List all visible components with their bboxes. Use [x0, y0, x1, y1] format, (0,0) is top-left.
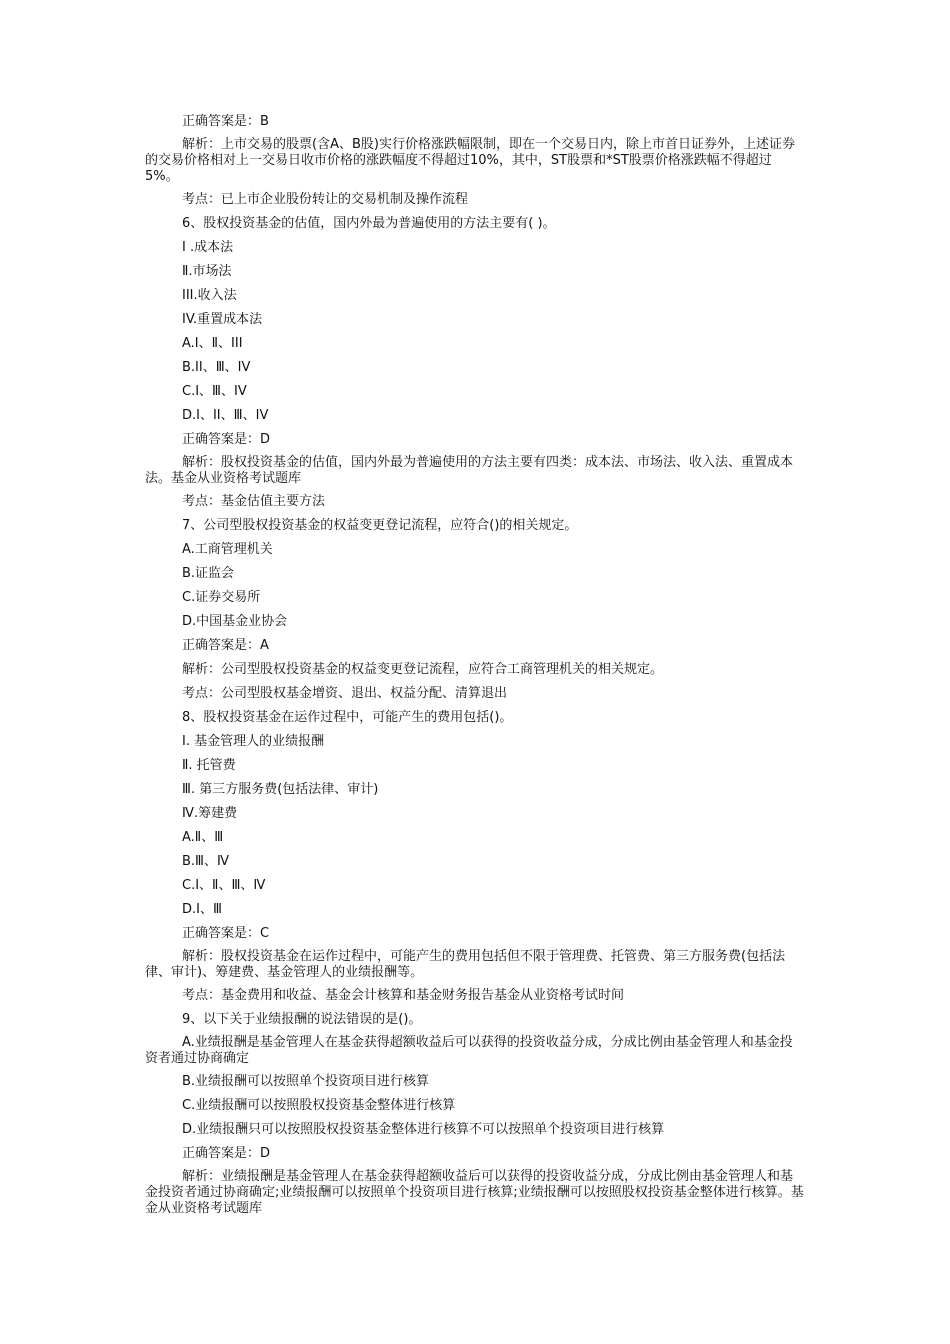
- statement-item: III.收入法: [182, 288, 237, 303]
- statement-item: Ⅱ. 托管费: [182, 758, 236, 773]
- answer-line: 正确答案是：D: [182, 432, 271, 447]
- option-c: C.I、Ⅲ、IV: [182, 384, 247, 399]
- answer-line: 正确答案是：A: [182, 638, 269, 653]
- statement-item: IV.重置成本法: [182, 312, 263, 327]
- question-8: 8、股权投资基金在运作过程中，可能产生的费用包括()。: [182, 710, 513, 725]
- statement-item: I .成本法: [182, 240, 234, 255]
- option-a: A.I、Ⅱ、III: [182, 336, 243, 351]
- key-point-line: 考点：已上市企业股份转让的交易机制及操作流程: [182, 192, 469, 207]
- answer-line: 正确答案是：C: [182, 926, 270, 941]
- option-d: D.Ⅰ、Ⅲ: [182, 902, 222, 917]
- option-d: D.业绩报酬只可以按照股权投资基金整体进行核算不可以按照单个投资项目进行核算: [182, 1122, 665, 1137]
- key-point-line: 考点：基金估值主要方法: [182, 494, 326, 509]
- option-c: C.Ⅰ、Ⅱ、Ⅲ、Ⅳ: [182, 878, 266, 893]
- option-b: B.业绩报酬可以按照单个投资项目进行核算: [182, 1074, 430, 1089]
- option-c: C.证券交易所: [182, 590, 261, 605]
- document-body: [145, 113, 805, 1223]
- explanation-paragraph: 解析：公司型股权投资基金的权益变更登记流程，应符合工商管理机关的相关规定。: [182, 662, 664, 677]
- statement-item: Ⅲ. 第三方服务费(包括法律、审计): [182, 782, 379, 797]
- explanation-paragraph: 解析：上市交易的股票(含A、B股)实行价格涨跌幅限制，即在一个交易日内，除上市首日证券外，上述证券的交易价格相对上一交易日收市价格的涨跌幅度不得超过10%，其中，ST股票和*ST股票价格涨跌幅不得超过5%。: [145, 137, 795, 184]
- question-9: 9、以下关于业绩报酬的说法错误的是()。: [182, 1012, 422, 1027]
- statement-item: Ⅰ. 基金管理人的业绩报酬: [182, 734, 325, 749]
- answer-line: 正确答案是：D: [182, 1146, 271, 1161]
- option-a: A.业绩报酬是基金管理人在基金获得超额收益后可以获得的投资收益分成，分成比例由基金管理人和基金投资者通过协商确定: [145, 1035, 793, 1066]
- option-c: C.业绩报酬可以按照股权投资基金整体进行核算: [182, 1098, 456, 1113]
- statement-item: Ⅱ.市场法: [182, 264, 232, 279]
- option-d: D.中国基金业协会: [182, 614, 288, 629]
- option-b: B.Ⅲ、Ⅳ: [182, 854, 230, 869]
- explanation-paragraph: 解析：股权投资基金的估值，国内外最为普遍使用的方法主要有四类：成本法、市场法、收入法、重置成本法。基金从业资格考试题库: [145, 455, 794, 486]
- answer-line: 正确答案是：B: [182, 114, 269, 129]
- option-d: D.I、II、Ⅲ、IV: [182, 408, 269, 423]
- option-b: B.证监会: [182, 566, 235, 581]
- explanation-paragraph: 解析：业绩报酬是基金管理人在基金获得超额收益后可以获得的投资收益分成，分成比例由基金管理人和基金投资者通过协商确定;业绩报酬可以按照单个投资项目进行核算;业绩报酬可以按照股权投资基金整体进行核算。基金从业资格考试题库: [145, 1169, 804, 1216]
- key-point-line: 考点：公司型股权基金增资、退出、权益分配、清算退出: [182, 686, 508, 701]
- question-7: 7、公司型股权投资基金的权益变更登记流程，应符合()的相关规定。: [182, 518, 578, 533]
- question-6: 6、股权投资基金的估值，国内外最为普遍使用的方法主要有( )。: [182, 216, 556, 231]
- statement-item: Ⅳ.筹建费: [182, 806, 238, 821]
- explanation-paragraph: 解析：股权投资基金在运作过程中，可能产生的费用包括但不限于管理费、托管费、第三方服务费(包括法律、审计)、筹建费、基金管理人的业绩报酬等。: [145, 949, 786, 980]
- key-point-line: 考点：基金费用和收益、基金会计核算和基金财务报告基金从业资格考试时间: [182, 988, 625, 1003]
- option-a: A.Ⅱ、Ⅲ: [182, 830, 224, 845]
- option-b: B.II、Ⅲ、IV: [182, 360, 251, 375]
- option-a: A.工商管理机关: [182, 542, 273, 557]
